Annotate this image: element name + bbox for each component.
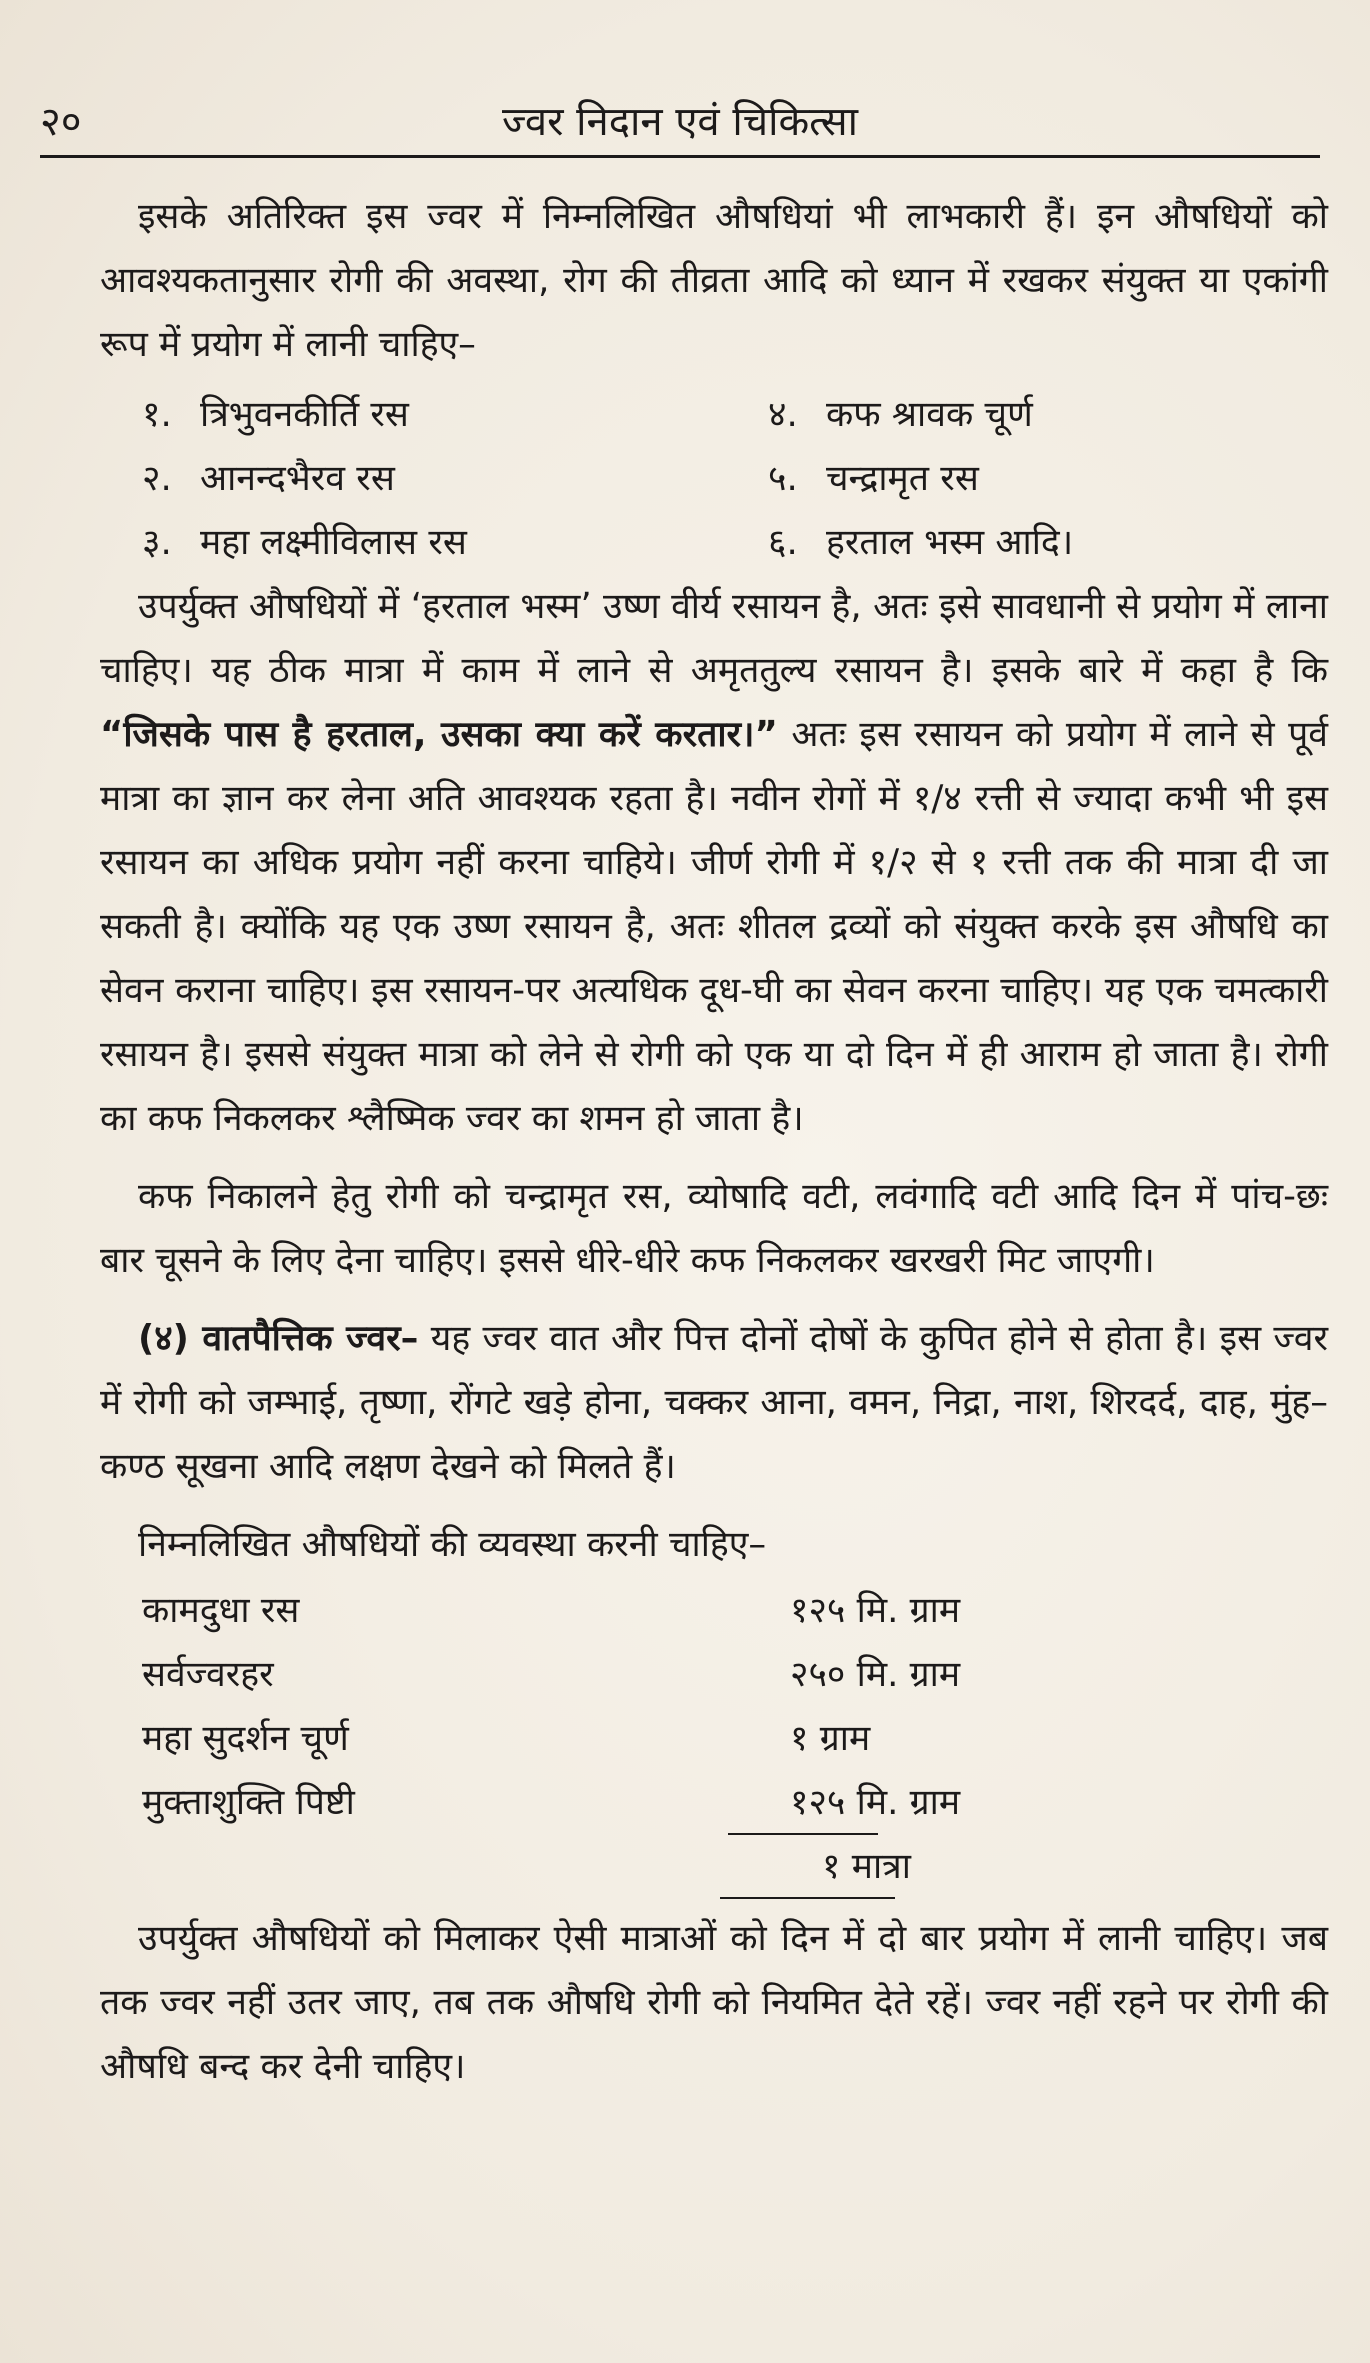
list-item-number: ४. [768,394,798,435]
table-row [142,1643,1242,1707]
list-item [142,511,467,575]
total-rule-bottom [720,1897,895,1899]
dose-quantity: १ ग्राम [790,1718,871,1759]
list-item-name: हरताल भस्म आदि। [826,522,1074,563]
phlegm-paragraph: कफ निकालने हेतु रोगी को चन्द्रामृत रस, व्योषादि वटी, लवंगादि वटी आदि दिन में पांच-छः बार चूसने के लिए देना चाहिए। इससे धीरे-धीरे कफ निकलकर खरखरी मिट जाएगी। [100,1176,1328,1281]
list-item [768,383,1033,447]
intro-paragraph: इसके अतिरिक्त इस ज्वर में निम्नलिखित औषधियां भी लाभकारी हैं। इन औषधियों को आवश्यकतानुसार रोगी की अवस्था, रोग की तीव्रता आदि को ध्यान में रखकर संयुक्त या एकांगी रूप में प्रयोग में लानी चाहिए– [100,196,1328,365]
dose-medicine: मुक्ताशुक्ति पिष्टी [142,1782,355,1823]
running-title: ज्वर निदान एवं चिकित्सा [501,99,859,145]
list-item-name: आनन्दभैरव रस [200,458,395,499]
list-item-name: त्रिभुवनकीर्ति रस [200,394,409,435]
list-item-name: महा लक्ष्मीविलास रस [200,522,467,563]
dose-medicine: सर्वज्वरहर [142,1654,274,1695]
list-item-number: २. [142,458,172,499]
closing-paragraph: उपर्युक्त औषधियों को मिलाकर ऐसी मात्राओं को दिन में दो बार प्रयोग में लानी चाहिए। जब तक ज्वर नहीं उतर जाए, तब तक औषधि रोगी को नियमित देते रहें। ज्वर नहीं रहने पर रोगी की औषधि बन्द कर देनी चाहिए। [100,1918,1328,2087]
list-item [142,447,395,511]
page-number: २० [40,99,82,145]
dose-medicine: महा सुदर्शन चूर्ण [142,1718,349,1759]
list-item-number: १. [142,394,172,435]
dose-table [100,1579,1328,1887]
list-item-name: चन्द्रामृत रस [826,458,979,499]
table-row [142,1707,1242,1771]
page-body [100,185,1328,2099]
section-heading: (४) वातपैत्तिक ज्वर– [138,1318,419,1359]
header-rule [40,155,1320,158]
haratal-paragraph [100,575,1328,1151]
haratal-text-continued: अतः इस रसायन को प्रयोग में लाने से पूर्व मात्रा का ज्ञान कर लेना अति आवश्यक रहता है। नवीन रोगों में १/४ रत्ती से ज्यादा कभी भी इस रसायन का अधिक प्रयोग नहीं करना चाहिये। जीर्ण रोगी में १/२ से १ रत्ती तक की मात्रा दी जा सकती है। क्योंकि यह एक उष्ण रसायन है, अतः शीतल द्रव्यों को संयुक्त करके इस औषधि का सेवन कराना चाहिए। इस रसायन-पर अत्यधिक दूध-घी का सेवन करना चाहिए। यह एक चमत्कारी रसायन है। इससे संयुक्त मात्रा को लेने से रोगी को एक या दो दिन में ही आराम हो जाता है। रोगी का कफ निकलकर श्लैष्मिक ज्वर का शमन हो जाता है। [100,714,1329,1139]
list-item [142,383,409,447]
dose-quantity: १२५ मि. ग्राम [790,1782,961,1823]
list-item-number: ५. [768,458,798,499]
list-item-name: कफ श्रावक चूर्ण [826,394,1033,435]
medicine-list [100,383,1328,575]
section-4-paragraph [100,1307,1328,1499]
dose-quantity: १२५ मि. ग्राम [790,1590,961,1631]
dose-quantity: २५० मि. ग्राम [790,1654,961,1695]
haratal-text: उपर्युक्त औषधियों में ‘हरताल भस्म’ उष्ण वीर्य रसायन है, अतः इसे सावधानी से प्रयोग में लाना चाहिए। यह ठीक मात्रा में काम में लाने से अमृततुल्य रसायन है। इसके बारे में कहा है कि [100,586,1328,691]
list-item [768,511,1073,575]
total-row [142,1835,1242,1899]
dose-medicine: कामदुधा रस [142,1590,300,1631]
section-text: यह ज्वर वात और पित्त दोनों दोषों के कुपित होने से होता है। इस ज्वर में रोगी को जम्भाई, तृष्णा, रोंगटे खड़े होना, चक्कर आना, वमन, निद्रा, नाश, शिरदर्द, दाह, मुंह–कण्ठ सूखना आदि लक्षण देखने को मिलते हैं। [100,1318,1328,1487]
table-row [142,1579,1242,1643]
haratal-quote: “जिसके पास है हरताल, उसका क्या करें करतार।” [100,714,778,755]
list-item-number: ३. [142,522,172,563]
list-item-number: ६. [768,522,798,563]
page-header [40,92,1320,152]
list-item [768,447,979,511]
table-row [142,1771,1242,1835]
dose-intro: निम्नलिखित औषधियों की व्यवस्था करनी चाहिए– [138,1524,767,1565]
dose-total: १ मात्रा [822,1846,911,1887]
